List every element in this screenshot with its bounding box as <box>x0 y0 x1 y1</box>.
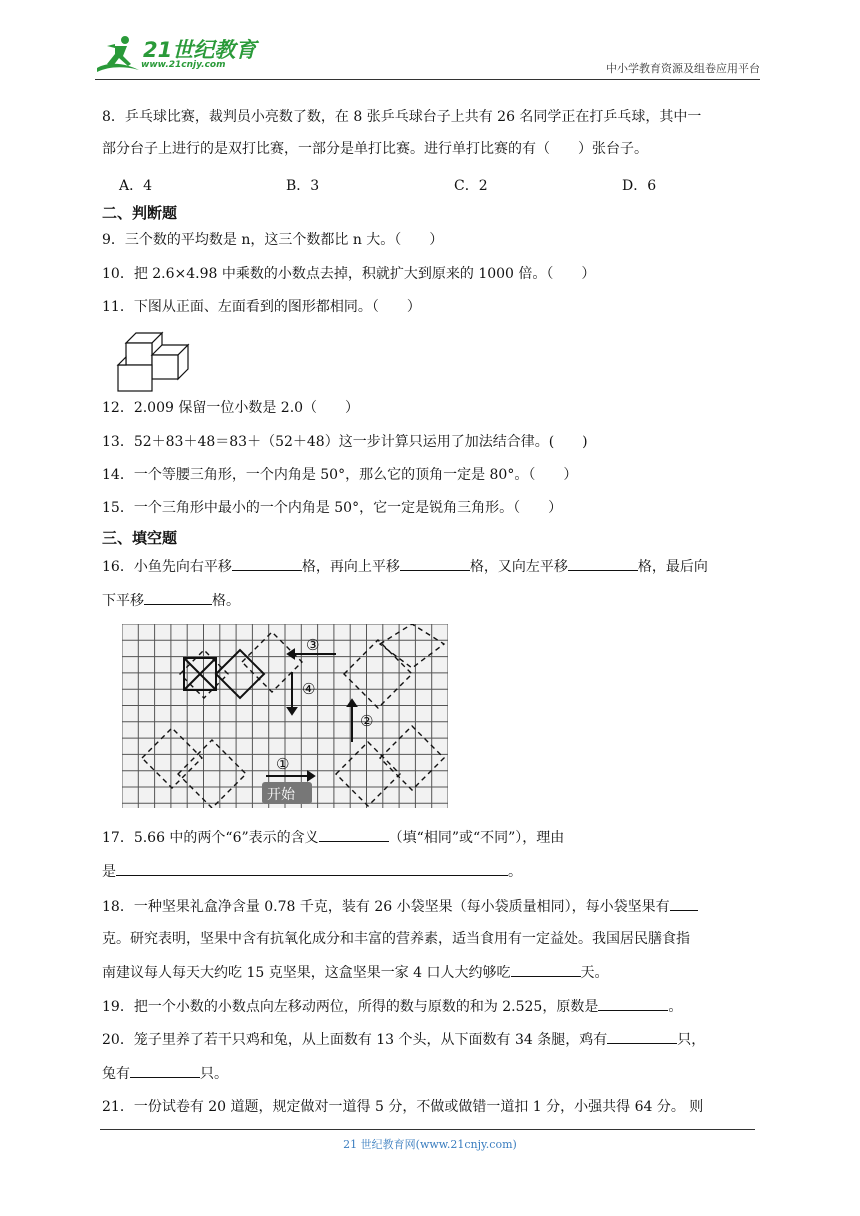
question-14: 14．一个等腰三角形，一个内角是 50°，那么它的顶角一定是 80°。（ ） <box>102 467 578 483</box>
runner-logo-icon <box>95 32 141 76</box>
q18-text-3: 南建议每人每天大约吃 15 克坚果，这盒坚果一家 4 口人大约够吃 <box>102 965 511 981</box>
q20-blank-2[interactable] <box>130 1063 200 1078</box>
arrow-label-2: ② <box>360 712 374 730</box>
question-15: 15．一个三角形中最小的一个内角是 50°，它一定是锐角三角形。（ ） <box>102 500 563 516</box>
q17-text-3: 是 <box>102 864 116 880</box>
arrow-label-3: ③ <box>306 636 320 654</box>
question-19 <box>102 996 682 1017</box>
q16-text-5: 下平移 <box>102 593 144 609</box>
q19-text-2: 。 <box>668 999 683 1015</box>
question-8-option-b: B．3 <box>286 178 320 194</box>
logo-url: www.21cnjy.com <box>141 60 226 70</box>
question-8-option-c: C．2 <box>454 178 488 194</box>
header-platform-text: 中小学教育资源及组卷应用平台 <box>606 62 760 75</box>
q17-text-4: 。 <box>508 864 522 880</box>
footer-divider <box>100 1129 755 1130</box>
q16-text-4: 格，最后向 <box>637 559 708 575</box>
question-17-line-1 <box>102 827 564 848</box>
question-8-line-2: 部分台子上进行的是双打比赛，一部分是单打比赛。进行单打比赛的有（ ）张台子。 <box>102 141 648 157</box>
q16-text-2: 格，再向上平移 <box>301 559 400 575</box>
logo-text: 21世纪教育 <box>143 38 257 62</box>
q17-blank-1[interactable] <box>319 827 389 842</box>
arrow-label-4: ④ <box>302 680 316 698</box>
q18-blank-1[interactable] <box>670 896 698 911</box>
question-20-line-2 <box>102 1063 228 1084</box>
arrow-label-1: ① <box>276 755 290 773</box>
q19-text-1: 19．把一个小数的小数点向左移动两位，所得的数与原数的和为 2.525，原数是 <box>102 999 599 1015</box>
question-18-line-1 <box>102 896 698 917</box>
question-9: 9．三个数的平均数是 n，这三个数都比 n 大。（ ） <box>102 232 444 248</box>
question-13: 13．52＋83＋48＝83＋（52＋48）这一步计算只运用了加法结合律。( ) <box>102 434 588 450</box>
question-8-option-d: D．6 <box>622 178 657 194</box>
q20-text-1: 20．笼子里养了若干只鸡和兔，从上面数有 13 个头，从下面数有 34 条腿，鸡有 <box>102 1032 608 1048</box>
q20-text-3: 兔有 <box>102 1066 130 1082</box>
q17-text-2: （填“相同”或“不同”），理由 <box>388 830 565 846</box>
page-header <box>95 30 760 80</box>
q18-text-1: 18．一种坚果礼盒净含量 0.78 千克，装有 26 小袋坚果（每小袋质量相同），每小袋坚果有 <box>102 899 670 915</box>
question-18-line-2: 克。研究表明，坚果中含有抗氧化成分和丰富的营养素，适当食用有一定益处。我国居民膳食指 <box>102 931 690 947</box>
header-divider <box>95 79 760 80</box>
q20-text-2: 只， <box>677 1032 706 1048</box>
site-logo <box>95 32 265 76</box>
q16-blank-4[interactable] <box>144 590 212 605</box>
q16-text-1: 16．小鱼先向右平移 <box>102 559 232 575</box>
question-16-line-2 <box>102 590 240 611</box>
q20-text-4: 只。 <box>200 1066 228 1082</box>
page-footer[interactable]: 21 世纪教育网(www.21cnjy.com) <box>343 1138 517 1151</box>
q16-blank-1[interactable] <box>232 556 302 571</box>
q17-blank-2[interactable] <box>116 861 508 876</box>
question-11: 11．下图从正面、左面看到的图形都相同。（ ） <box>102 299 421 315</box>
question-12: 12．2.009 保留一位小数是 2.0（ ） <box>102 400 360 416</box>
q18-text-4: 天。 <box>580 965 609 981</box>
question-16-line-1 <box>102 556 708 577</box>
section-3-title: 三、填空题 <box>102 529 178 547</box>
question-10: 10．把 2.6×4.98 中乘数的小数点去掉，积就扩大到原来的 1000 倍。（ ） <box>102 266 596 282</box>
start-label: 开始 <box>267 787 295 803</box>
q20-blank-1[interactable] <box>607 1029 677 1044</box>
q16-text-3: 格，又向左平移 <box>469 559 568 575</box>
q16-blank-3[interactable] <box>568 556 638 571</box>
cube-figure <box>114 325 196 393</box>
q16-text-6: 格。 <box>212 593 240 609</box>
q19-blank[interactable] <box>598 996 668 1011</box>
question-21: 21．一份试卷有 20 道题，规定做对一道得 5 分，不做或做错一道扣 1 分，小强共得 64 分。 则 <box>102 1099 704 1115</box>
question-18-line-3 <box>102 962 609 983</box>
question-17-line-2 <box>102 861 522 882</box>
q16-blank-2[interactable] <box>400 556 470 571</box>
question-8-line-1: 8．乒乓球比赛，裁判员小亮数了数，在 8 张乒乓球台子上共有 26 名同学正在打乒乓球，其中一 <box>102 109 702 125</box>
question-8-option-a: A．4 <box>119 178 153 194</box>
q17-text-1: 17．5.66 中的两个“6”表示的含义 <box>102 830 319 846</box>
section-2-title: 二、判断题 <box>102 204 178 222</box>
q18-blank-2[interactable] <box>511 962 581 977</box>
question-20-line-1 <box>102 1029 705 1050</box>
translation-grid-figure <box>122 624 448 808</box>
